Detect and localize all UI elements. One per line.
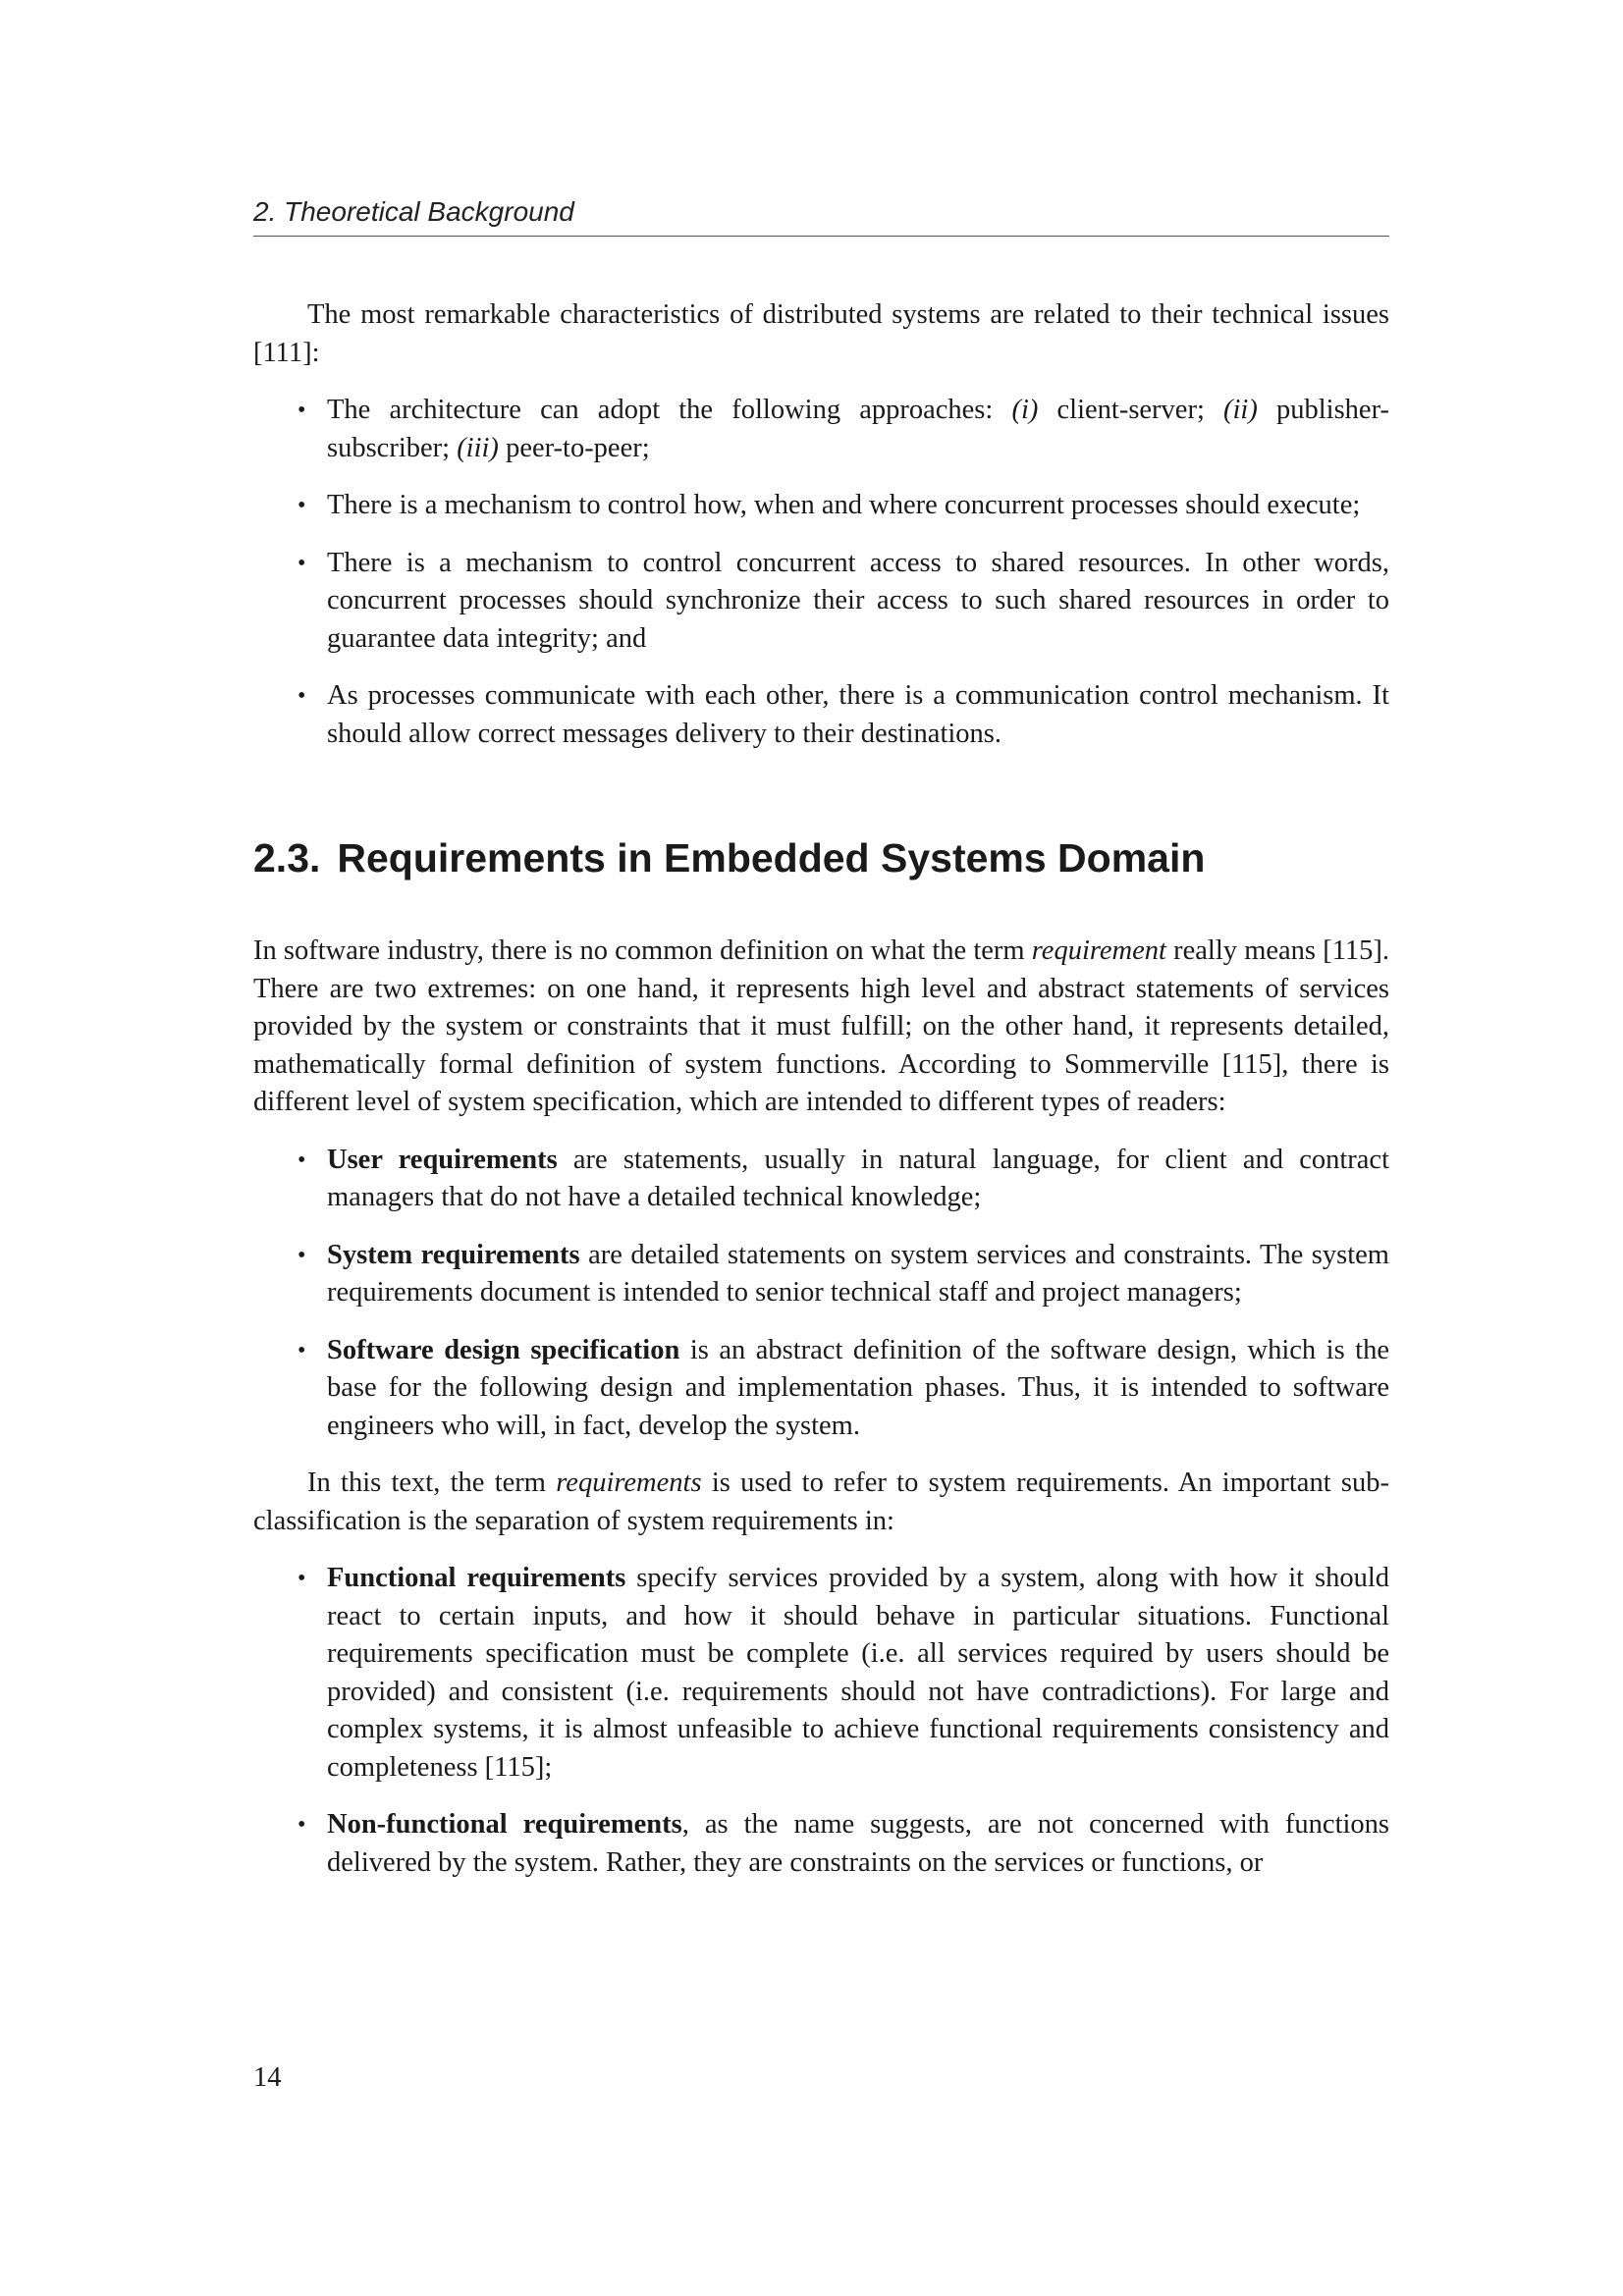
bullet-icon: • — [298, 1812, 306, 1838]
list-item: • Non-functional requirements, as the name suggests, are not concerned with functions delivered by the system. Rather, they are constraints on the services or functions, or — [327, 1806, 1389, 1882]
list-item: • The architecture can adopt the following approaches: (i) client-server; (ii) publisher-subscriber; (iii) peer-to-peer; — [327, 392, 1389, 467]
bullet-icon: • — [298, 683, 306, 709]
page-body — [253, 296, 1389, 1901]
section-number: 2.3. — [253, 835, 321, 881]
bullet-icon: • — [298, 493, 306, 518]
list-item: • Software design specification is an abstract definition of the software design, which is the base for the following design and implementation phases. Thus, it is intended to software engineers who will, in fact, develop the system. — [327, 1332, 1389, 1446]
bullet-icon: • — [298, 1147, 306, 1173]
list-item: • As processes communicate with each other, there is a communication control mechanism. It should allow correct messages delivery to their destinations. — [327, 677, 1389, 753]
requirements-paragraph: In software industry, there is no common definition on what the term requirement really means [115]. There are two extremes: on one hand, it represents high level and abstract statements of services provided by the system or constraints that it must fulfill; on the other hand, it represents detailed, mathematically formal definition of system functions. According to Sommerville [115], there is different level of system specification, which are intended to different types of readers: — [253, 935, 1389, 1117]
document-page — [253, 0, 1389, 2296]
bullet-icon: • — [298, 398, 306, 423]
intro-paragraph: The most remarkable characteristics of distributed systems are related to their technical issues [111]: — [253, 299, 1389, 368]
characteristics-list — [253, 392, 1389, 753]
section-heading — [253, 833, 1389, 882]
bullet-icon: • — [298, 1337, 306, 1363]
specification-levels-list — [253, 1142, 1389, 1446]
bullet-icon: • — [298, 1566, 306, 1591]
list-item: • User requirements are statements, usually in natural language, for client and contract managers that do not have a detailed technical knowledge; — [327, 1142, 1389, 1217]
list-item: • Functional requirements specify services provided by a system, along with how it should react to certain inputs, and how it should behave in particular situations. Functional requirements specification must be complete (i.e. all services required by users should be provided) and consistent (i.e. requirements should not have contradictions). For large and complex systems, it is almost unfeasible to achieve functional requirements consistency and completeness [115]; — [327, 1560, 1389, 1787]
list-item: • System requirements are detailed statements on system services and constraints. The system requirements document is intended to senior technical staff and project managers; — [327, 1237, 1389, 1312]
requirement-types-list — [253, 1560, 1389, 1882]
header-rule — [253, 236, 1389, 237]
list-item: • There is a mechanism to control how, when and where concurrent processes should execute; — [327, 487, 1389, 525]
subclassification-paragraph: In this text, the term requirements is used to refer to system requirements. An important sub-classification is the separation of system requirements in: — [253, 1468, 1389, 1536]
list-item: • There is a mechanism to control concurrent access to shared resources. In other words, concurrent processes should synchronize their access to such shared resources in order to guarantee data integrity; and — [327, 545, 1389, 659]
running-header: 2. Theoretical Background — [253, 196, 574, 227]
bullet-icon: • — [298, 1242, 306, 1268]
bullet-icon: • — [298, 550, 306, 576]
page-number: 14 — [253, 2062, 282, 2093]
section-title-text: Requirements in Embedded Systems Domain — [337, 835, 1206, 881]
